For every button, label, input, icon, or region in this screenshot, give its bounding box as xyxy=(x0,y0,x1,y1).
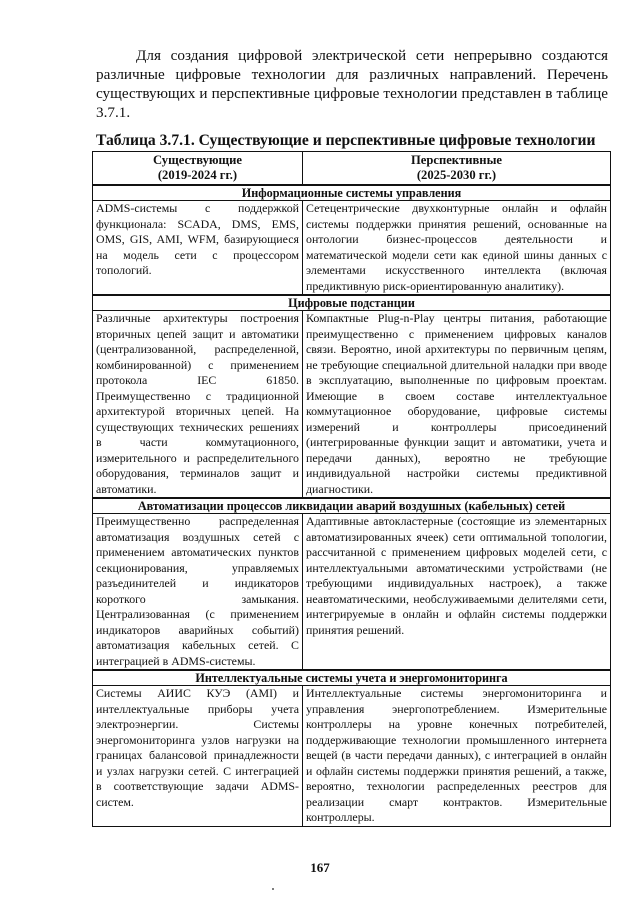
cell-existing: ADMS-системы с поддержкой функционала: SCADA, DMS, EMS, OMS, GIS, AMI, WFM, базирующиеся на модель сети с процессором топологий. xyxy=(93,201,303,296)
table-caption: Таблица 3.7.1. Существующие и перспективные цифровые технологии xyxy=(96,132,596,149)
section-row xyxy=(93,185,611,201)
technologies-table xyxy=(92,151,611,827)
table-header-row xyxy=(93,152,611,186)
section-title-metering: Интеллектуальные системы учета и энергомониторинга xyxy=(93,670,611,686)
header-prospective-period: (2025-2030 гг.) xyxy=(416,168,497,182)
header-existing xyxy=(93,152,303,186)
table-row xyxy=(93,311,611,499)
intro-paragraph: Для создания цифровой электрической сети непрерывно создаются различные цифровые технологии для различных направлений. Перечень существующих и перспективные цифровые технологии представлен в таблице 3.7.1. xyxy=(96,47,608,121)
cell-prospective: Адаптивные автокластерные (состоящие из элементарных автоматизированных ячеек) сети оптимальной топологии, рассчитанной с применением цифровых моделей сети, с интеллектуальными автоматическими устройствами (не требующими индивидуальных настроек), а также неавтоматическими, необслуживаемыми делителями сети, интегрируемые в онлайн и офлайн системы поддержки принятия решений. xyxy=(303,514,611,671)
cell-prospective: Интеллектуальные системы энергомониторинга и управления энергопотреблением. Измерительные контроллеры на уровне конечных потребителей, поддерживающие технологии промышленного интернета вещей (в части передачи данных), с интеграцией в онлайн и офлайн системы поддержки принятия решений, а также, вероятно, технологии распределенных реестров для реализации смарт контрактов. Измерительные контроллеры. xyxy=(303,686,611,827)
section-title-fault-automation: Автоматизации процессов ликвидации аварий воздушных (кабельных) сетей xyxy=(93,498,611,514)
scan-speck xyxy=(272,888,274,890)
table-row xyxy=(93,514,611,671)
header-existing-period: (2019-2024 гг.) xyxy=(157,168,238,182)
table-row xyxy=(93,201,611,296)
page-number: 167 xyxy=(310,860,330,875)
cell-prospective: Компактные Plug-n-Play центры питания, работающие преимущественно с применением цифровых каналов связи. Вероятно, иной архитектуры по первичным цепям, не требующие специальной длительной наладки при вводе в эксплуатацию, выполненные по цифровым проектам. Имеющие в своем составе интеллектуальное коммутационное оборудование, цифровые системы измерений и контроллеры присоединений (интегрированные функции защит и автоматики, учета и передачи данных), вероятно не требующие индивидуальной настройки системы предиктивной диагностики. xyxy=(303,311,611,499)
section-row xyxy=(93,670,611,686)
cell-existing: Преимущественно распределенная автоматизация воздушных сетей с применением автоматических пунктов секционирования, управляемых разъединителей и индикаторов короткого замыкания. Централизованная (с применением индикаторов аварийных событий) автоматизация кабельных сетей. С интеграцией в ADMS-системы. xyxy=(93,514,303,671)
header-existing-title: Существующие xyxy=(153,153,242,167)
header-prospective xyxy=(303,152,611,186)
section-title-digital-substations: Цифровые подстанции xyxy=(93,295,611,311)
section-row xyxy=(93,498,611,514)
header-prospective-title: Перспективные xyxy=(410,153,502,167)
section-row xyxy=(93,295,611,311)
section-title-info-systems: Информационные системы управления xyxy=(93,185,611,201)
cell-existing: Различные архитектуры построения вторичных цепей защит и автоматики (централизованной, распределенной, комбинированной) с применением протокола IEC 61850. Преимущественно с традиционной архитектурой вторичных цепей. На существующих технических решениях в части коммутационного, измерительного и распределительного оборудования, терминалов защит и автоматики. xyxy=(93,311,303,499)
table-row xyxy=(93,686,611,827)
cell-prospective: Сетецентрические двухконтурные онлайн и офлайн системы поддержки принятия решений, основанные на онтологии бизнес-процессов деятельности и математической модели сети как единой шины данных с элементами искусственного интеллекта (включая предиктивную риск-ориентированную аналитику). xyxy=(303,201,611,296)
cell-existing: Системы АИИС КУЭ (AMI) и интеллектуальные приборы учета электроэнергии. Системы энергомониторинга узлов нагрузки на границах балансовой принадлежности и узлах нагрузки сетей. С интеграцией в соответствующие задачи ADMS-систем. xyxy=(93,686,303,827)
